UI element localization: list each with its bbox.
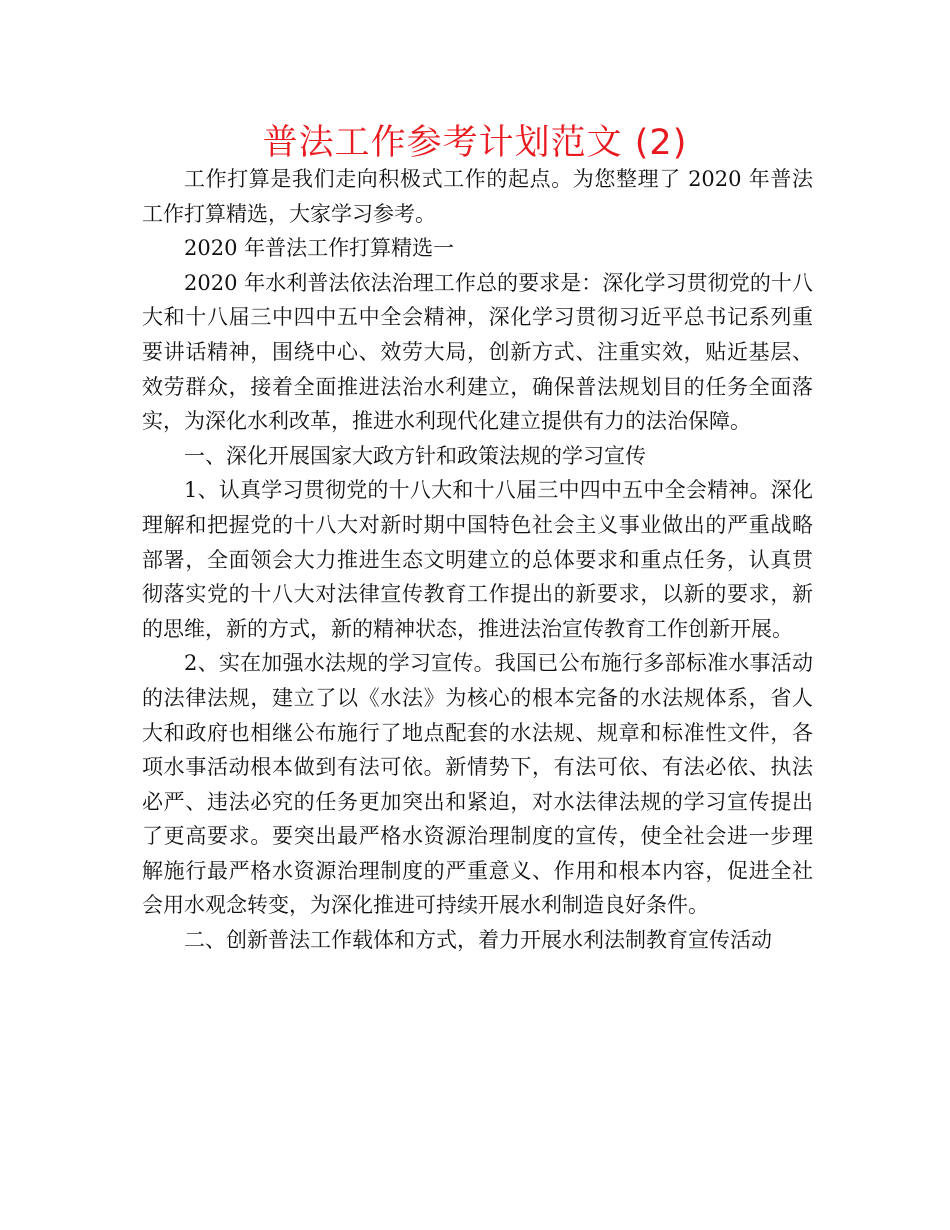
paragraph-item-two: 2、实在加强水法规的学习宣传。我国已公布施行多部标准水事活动的法律法规，建立了以《水法》为核心的根本完备的水法规体系，省人大和政府也相继公布施行了地点配套的水法规、规章和标准性文件，各项水事活动根本做到有法可依。新情势下，有法可依、有法必依、执法必严、违法必究的任务更加突出和紧迫，对水法律法规的学习宣传提出了更高要求。要突出最严格水资源治理制度的宣传，使全社会进一步理解施行最严格水资源治理制度的严重意义、作用和根本内容，促进全社会用水观念转变，为深化推进可持续开展水利制造良好条件。 [142,651,813,918]
paragraph-intro: 工作打算是我们走向积极式工作的起点。为您整理了 2020 年普法工作打算精选，大家学习参考。 [142,167,813,226]
section-heading-one: 一、深化开展国家大政方针和政策法规的学习宣传 [184,443,646,468]
document-body [142,162,813,958]
paragraph-item-one: 1、认真学习贯彻党的十八大和十八届三中四中五中全会精神。深化理解和把握党的十八大对新时期中国特色社会主义事业做出的严重战略部署，全面领会大力推进生态文明建立的总体要求和重点任务，认真贯彻落实党的十八大对法律宣传教育工作提出的新要求，以新的要求，新的思维，新的方式，新的精神状态，推进法治宣传教育工作创新开展。 [142,478,813,641]
paragraph-general-requirements: 2020 年水利普法依法治理工作总的要求是：深化学习贯彻党的十八大和十八届三中四中五中全会精神，深化学习贯彻习近平总书记系列重要讲话精神，围绕中心、效劳大局，创新方式、注重实效，贴近基层、效劳群众，接着全面推进法治水利建立，确保普法规划目的任务全面落实，为深化水利改革，推进水利现代化建立提供有力的法治保障。 [142,270,813,434]
section-heading-two: 二、创新普法工作载体和方式，着力开展水利法制教育宣传活动 [184,928,772,953]
paragraph-heading-selection-one: 2020 年普法工作打算精选一 [184,236,455,261]
document-title: 普法工作参考计划范文 (2) [262,123,688,163]
